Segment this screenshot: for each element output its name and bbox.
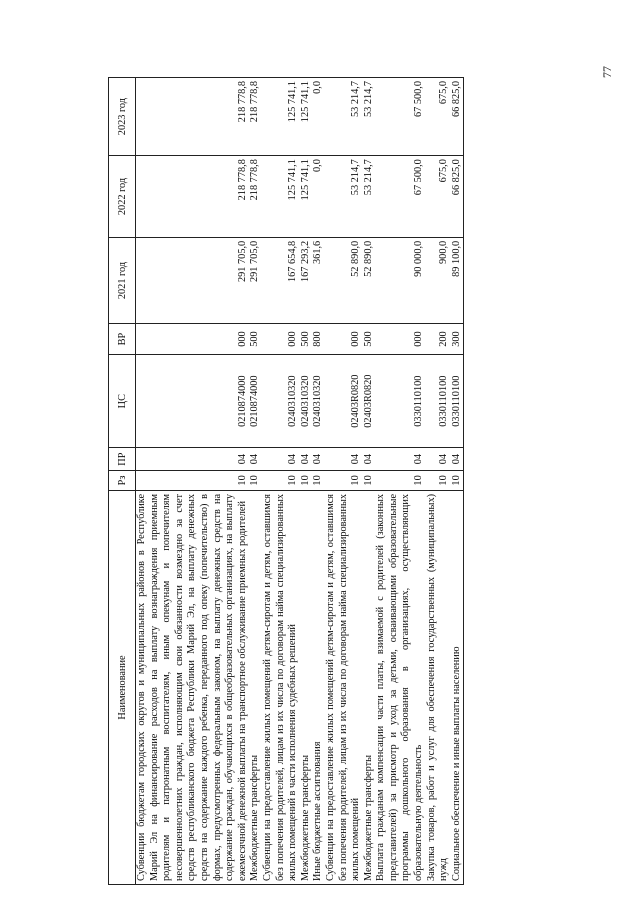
cell-pr: 04 xyxy=(363,448,376,470)
cell-cs: 02403R0820 xyxy=(325,354,363,447)
table-row xyxy=(312,78,325,885)
cell-pr: 04 xyxy=(249,448,262,470)
header-2021: 2021 год xyxy=(109,237,136,323)
header-2023: 2023 год xyxy=(109,78,136,156)
header-rz: Рз xyxy=(109,470,136,490)
cell-y2023: 218 778,8 xyxy=(136,78,250,156)
header-2022: 2022 год xyxy=(109,156,136,238)
table-row xyxy=(451,78,464,885)
cell-rz: 10 xyxy=(312,470,325,490)
cell-name: Закупка товаров, работ и услуг для обеспечения государственных (муниципальных) нужд xyxy=(426,490,451,884)
cell-y2022: 125 741,1 xyxy=(300,156,313,238)
header-pr: ПР xyxy=(109,448,136,470)
cell-rz: 10 xyxy=(262,470,300,490)
cell-y2021: 167 293,2 xyxy=(300,237,313,323)
cell-name: Иные бюджетные ассигнования xyxy=(312,490,325,884)
cell-y2023: 675,0 xyxy=(426,78,451,156)
table-row xyxy=(136,78,250,885)
cell-vr: 000 xyxy=(325,324,363,355)
cell-pr: 04 xyxy=(426,448,451,470)
header-vr: ВР xyxy=(109,324,136,355)
cell-y2021: 291 705,0 xyxy=(249,237,262,323)
table-row xyxy=(262,78,300,885)
cell-name: Выплата гражданам компенсации части платы, взимаемой с родителей (законных представителей) за присмотр и уход за детьми, осваивающими образовательные программы дошкольного образования в организациях, осуществляющих образовательную деятельность xyxy=(375,490,425,884)
cell-rz: 10 xyxy=(451,470,464,490)
cell-y2022: 218 778,8 xyxy=(136,156,250,238)
cell-y2023: 125 741,1 xyxy=(262,78,300,156)
cell-vr: 200 xyxy=(426,324,451,355)
budget-table xyxy=(108,77,464,885)
cell-rz: 10 xyxy=(426,470,451,490)
cell-y2021: 52 890,0 xyxy=(363,237,376,323)
rotated-table-container xyxy=(108,77,578,885)
cell-name: Межбюджетные трансферты xyxy=(249,490,262,884)
cell-cs: 0330110100 xyxy=(426,354,451,447)
cell-y2023: 0,0 xyxy=(312,78,325,156)
cell-y2022: 125 741,1 xyxy=(262,156,300,238)
cell-name: Субвенции на предоставление жилых помещений детям-сиротам и детям, оставшимся без попечения родителей, лицам из их числа по договорам найма специализированных жилых помещений в части исполнения судебных решений xyxy=(262,490,300,884)
cell-rz: 10 xyxy=(136,470,250,490)
table-header-row xyxy=(109,78,136,885)
cell-cs: 0210874000 xyxy=(249,354,262,447)
cell-y2022: 66 825,0 xyxy=(451,156,464,238)
cell-y2021: 89 100,0 xyxy=(451,237,464,323)
cell-y2023: 53 214,7 xyxy=(325,78,363,156)
cell-pr: 04 xyxy=(375,448,425,470)
cell-vr: 500 xyxy=(300,324,313,355)
header-cs: ЦС xyxy=(109,354,136,447)
cell-cs: 0330110100 xyxy=(375,354,425,447)
cell-pr: 04 xyxy=(136,448,250,470)
cell-y2023: 218 778,8 xyxy=(249,78,262,156)
cell-vr: 800 xyxy=(312,324,325,355)
cell-y2021: 52 890,0 xyxy=(325,237,363,323)
cell-y2022: 67 500,0 xyxy=(375,156,425,238)
cell-vr: 000 xyxy=(375,324,425,355)
table-row xyxy=(363,78,376,885)
cell-y2023: 66 825,0 xyxy=(451,78,464,156)
cell-cs: 0330110100 xyxy=(451,354,464,447)
cell-rz: 10 xyxy=(249,470,262,490)
cell-name: Субвенции на предоставление жилых помещений детям-сиротам и детям, оставшимся без попечения родителей, лицам из их числа по договорам найма специализированных жилых помещений xyxy=(325,490,363,884)
table-row xyxy=(300,78,313,885)
cell-rz: 10 xyxy=(325,470,363,490)
table-body xyxy=(136,78,464,885)
cell-name: Социальное обеспечение и иные выплаты населению xyxy=(451,490,464,884)
cell-y2021: 361,6 xyxy=(312,237,325,323)
cell-pr: 04 xyxy=(312,448,325,470)
cell-y2022: 675,0 xyxy=(426,156,451,238)
cell-rz: 10 xyxy=(300,470,313,490)
cell-y2021: 900,0 xyxy=(426,237,451,323)
page-number: 77 xyxy=(600,66,614,78)
cell-vr: 300 xyxy=(451,324,464,355)
cell-cs: 0240310320 xyxy=(262,354,300,447)
cell-cs: 0240310320 xyxy=(300,354,313,447)
cell-pr: 04 xyxy=(300,448,313,470)
cell-vr: 500 xyxy=(363,324,376,355)
cell-name: Межбюджетные трансферты xyxy=(300,490,313,884)
cell-pr: 04 xyxy=(325,448,363,470)
cell-y2022: 53 214,7 xyxy=(325,156,363,238)
cell-vr: 000 xyxy=(262,324,300,355)
cell-rz: 10 xyxy=(375,470,425,490)
cell-pr: 04 xyxy=(451,448,464,470)
cell-y2022: 218 778,8 xyxy=(249,156,262,238)
cell-y2023: 125 741,1 xyxy=(300,78,313,156)
cell-cs: 0210874000 xyxy=(136,354,250,447)
cell-cs: 02403R0820 xyxy=(363,354,376,447)
table-row xyxy=(325,78,363,885)
cell-pr: 04 xyxy=(262,448,300,470)
cell-vr: 000 xyxy=(136,324,250,355)
cell-vr: 500 xyxy=(249,324,262,355)
table-row xyxy=(375,78,425,885)
cell-y2023: 53 214,7 xyxy=(363,78,376,156)
cell-y2022: 53 214,7 xyxy=(363,156,376,238)
cell-name: Межбюджетные трансферты xyxy=(363,490,376,884)
cell-y2021: 90 000,0 xyxy=(375,237,425,323)
cell-y2023: 67 500,0 xyxy=(375,78,425,156)
cell-y2021: 167 654,8 xyxy=(262,237,300,323)
cell-y2021: 291 705,0 xyxy=(136,237,250,323)
table-row xyxy=(426,78,451,885)
cell-cs: 0240310320 xyxy=(312,354,325,447)
cell-name: Субвенции бюджетам городских округов и муниципальных районов в Республике Марий Эл на финансирование расходов на выплату вознаграждения приемным родителям и патронатным воспитателям, иным опекунам и попечителям несовершеннолетних граждан, исполняющим свои обязанности возмездно за счет средств республиканского бюджета Республики Марий Эл, на выплату денежных средств на содержание каждого ребенка, переданного под опеку (попечительство) в формах, предусмотренных федеральным законом, на выплату денежных средств на содержание граждан, обучающихся в общеобразовательных организациях, на выплату ежемесячной денежной выплаты на транспортное обслуживание приемных родителей xyxy=(136,490,250,884)
cell-rz: 10 xyxy=(363,470,376,490)
header-name: Наименование xyxy=(109,490,136,884)
cell-y2022: 0,0 xyxy=(312,156,325,238)
table-row xyxy=(249,78,262,885)
